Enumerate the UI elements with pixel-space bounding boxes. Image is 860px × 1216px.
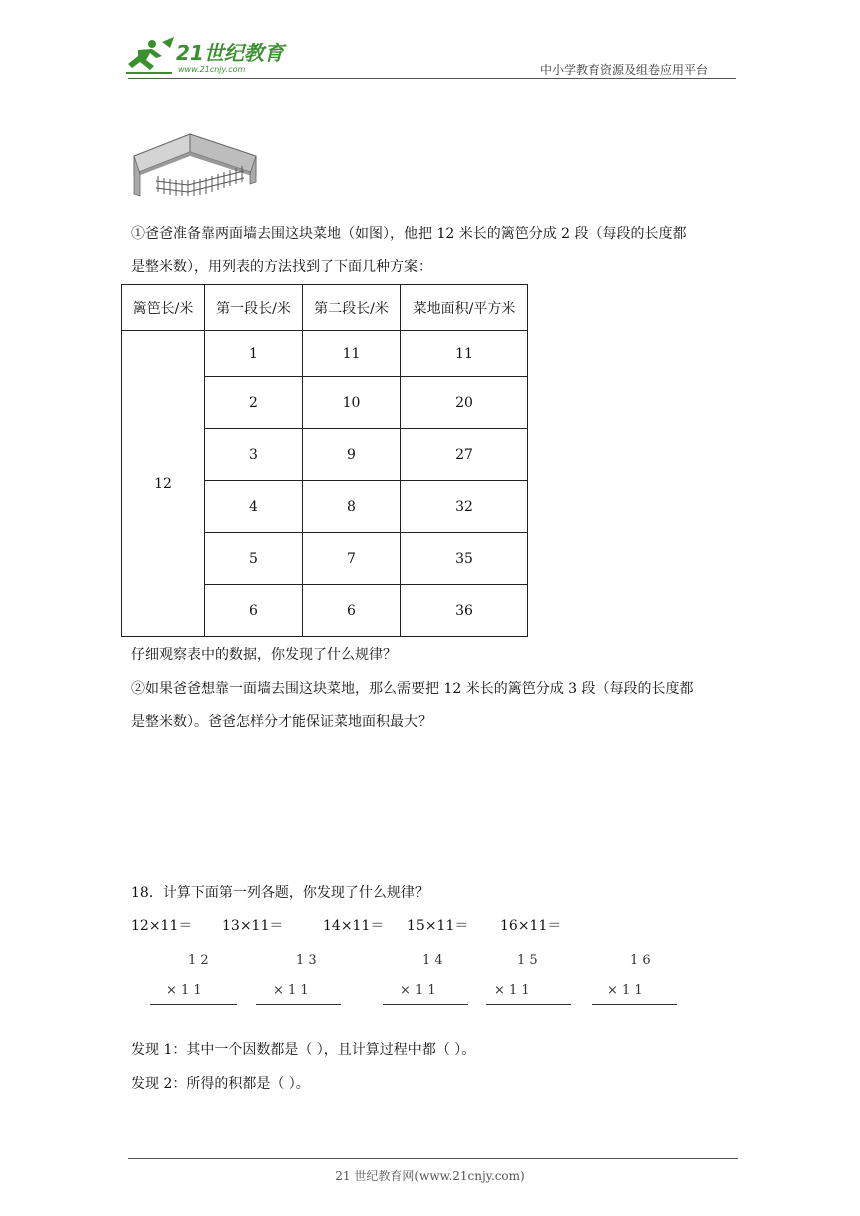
vertical-bottom: × 1 1 — [400, 983, 436, 998]
footer-rule — [128, 1158, 738, 1159]
vertical-top: 1 2 — [188, 953, 209, 968]
part2-line2: 是整米数）。爸爸怎样分才能保证菜地面积最大？ — [131, 714, 432, 730]
vertical-bottom: × 1 1 — [494, 983, 530, 998]
header-platform-text: 中小学教育资源及组卷应用平台 — [540, 63, 709, 77]
table-cell: 6 — [205, 585, 303, 637]
table-cell: 3 — [205, 429, 303, 481]
table-cell-fence-length: 12 — [122, 331, 205, 637]
table-cell: 9 — [303, 429, 401, 481]
equation: 13×11＝ — [222, 918, 284, 934]
table-cell: 32 — [401, 481, 528, 533]
table-cell: 7 — [303, 533, 401, 585]
part2-line1: ②如果爸爸想靠一面墙去围这块菜地，那么需要把 12 米长的篱笆分成 3 段（每段的长度都 — [131, 681, 694, 697]
header-rule — [128, 78, 736, 79]
table-cell: 11 — [401, 331, 528, 377]
table-cell: 1 — [205, 331, 303, 377]
table-cell: 10 — [303, 377, 401, 429]
table-header: 第一段长/米 — [205, 285, 303, 331]
equation: 14×11＝ — [323, 918, 385, 934]
equation: 15×11＝ — [407, 918, 469, 934]
garden-fence-illustration — [128, 130, 260, 200]
table-cell: 20 — [401, 377, 528, 429]
calc-rule — [486, 1004, 571, 1005]
table-cell: 36 — [401, 585, 528, 637]
table-cell: 35 — [401, 533, 528, 585]
calc-rule — [383, 1004, 468, 1005]
vertical-top: 1 6 — [630, 953, 651, 968]
table-cell: 27 — [401, 429, 528, 481]
vertical-bottom: × 1 1 — [273, 983, 309, 998]
table-header: 篱笆长/米 — [122, 285, 205, 331]
table-cell: 11 — [303, 331, 401, 377]
table-header: 菜地面积/平方米 — [401, 285, 528, 331]
problem18-title: 18．计算下面第一列各题，你发现了什么规律？ — [131, 885, 429, 901]
part1-line2: 是整米数），用列表的方法找到了下面几种方案： — [131, 259, 432, 275]
calc-rule — [256, 1004, 341, 1005]
vertical-top: 1 5 — [517, 953, 538, 968]
table-header-row — [122, 285, 528, 331]
table-cell: 2 — [205, 377, 303, 429]
finding-2: 发现 2：所得的积都是（ ）。 — [131, 1076, 310, 1092]
footer-text: 21 世纪教育网(www.21cnjy.com) — [335, 1169, 525, 1183]
equation: 16×11＝ — [500, 918, 562, 934]
equation: 12×11＝ — [131, 918, 193, 934]
table-cell: 6 — [303, 585, 401, 637]
vertical-bottom: × 1 1 — [607, 983, 643, 998]
fence-plan-table — [121, 284, 528, 637]
part1-line1: ①爸爸准备靠两面墙去围这块菜地（如图），他把 12 米长的篱笆分成 2 段（每段的长度都 — [131, 226, 687, 242]
site-logo — [122, 34, 292, 78]
table-header: 第二段长/米 — [303, 285, 401, 331]
runner-icon — [126, 37, 174, 74]
observe-question: 仔细观察表中的数据，你发现了什么规律？ — [131, 647, 397, 663]
vertical-bottom: × 1 1 — [166, 983, 202, 998]
table-row — [122, 331, 528, 377]
table-cell: 5 — [205, 533, 303, 585]
calc-rule — [150, 1004, 237, 1005]
calc-rule — [592, 1004, 677, 1005]
table-cell: 4 — [205, 481, 303, 533]
vertical-top: 1 3 — [296, 953, 317, 968]
vertical-top: 1 4 — [422, 953, 443, 968]
table-cell: 8 — [303, 481, 401, 533]
logo-url: www.21cnjy.com — [178, 65, 246, 74]
finding-1: 发现 1：其中一个因数都是（ ），且计算过程中都（ ）。 — [131, 1042, 476, 1058]
logo-title: 21世纪教育 — [176, 41, 284, 65]
